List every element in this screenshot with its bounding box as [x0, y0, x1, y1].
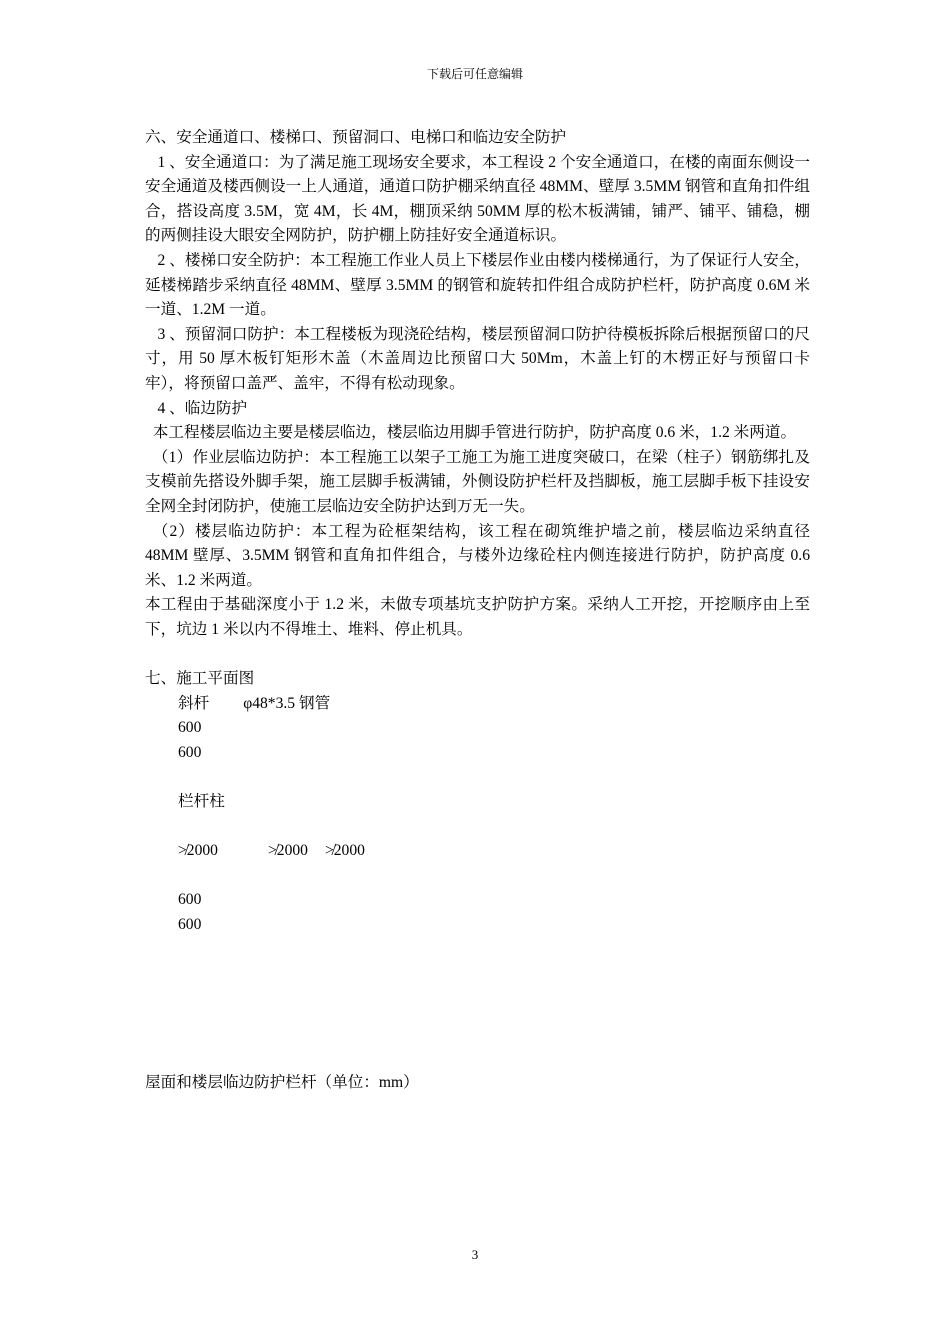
paragraph-foundation: 本工程由于基础深度小于 1.2 米，未做专项基坑支护防护方案。采纳人工开挖，开挖顺序由上至下，坑边 1 米以内不得堆土、堆料、停止机具。	[145, 596, 810, 638]
figure-row	[178, 888, 810, 913]
paragraph-safety-passage: 1 、安全通道口：为了满足施工现场安全要求，本工程设 2 个安全通道口，在楼的南面东侧设一安全通道及楼西侧设一上人通道，通道口防护棚采纳直径 48MM、壁厚 3.5MM 钢管和直角扣件组合，搭设高度 3.5M，宽 4M，长 4M，棚顶采纳 50MM 厚的松木板满铺，铺严、铺平、铺稳，棚的两侧挂设大眼安全网防护，防护棚上防挂好安全通道标识。	[145, 153, 810, 245]
dimension-label: 600	[178, 743, 202, 761]
figure-row	[178, 790, 810, 815]
label-pipe: φ48*3.5 钢管	[243, 694, 331, 712]
figure-row	[178, 839, 810, 864]
figure-caption: 屋面和楼层临边防护栏杆（单位：mm）	[145, 1074, 419, 1091]
dimension-label: ≯2000	[178, 842, 218, 860]
paragraph-edge-protection-title: 4 、临边防护	[157, 399, 248, 417]
figure-row	[178, 765, 810, 790]
label-post: 栏杆柱	[178, 793, 225, 811]
section-7-heading: 七、施工平面图	[145, 670, 255, 688]
dimension-label: 600	[178, 916, 202, 933]
paragraph-stair-protection: 2 、楼梯口安全防护：本工程施工作业人员上下楼层作业由楼内楼梯通行，为了保证行人安全，延楼梯踏步采纳直径 48MM、壁厚 3.5MM 的钢管和旋转扣件组合成防护栏杆，防护高度 0.6M 米一道、1.2M 一道。	[145, 251, 810, 319]
figure-row	[178, 692, 810, 717]
dimension-label: ≯2000	[267, 842, 308, 860]
figure-row	[178, 815, 810, 840]
label-diagonal: 斜杆	[178, 694, 210, 712]
figure-row	[178, 716, 810, 741]
dimension-label: 600	[178, 891, 202, 909]
railing-figure	[145, 692, 810, 938]
figure-row	[178, 741, 810, 766]
paragraph-edge-protection: 本工程楼层临边主要是楼层临边，楼层临边用脚手管进行防护，防护高度 0.6 米，1.2 米两道。	[152, 424, 797, 442]
dimension-label: 600	[178, 719, 202, 737]
page-header: 下载后可任意编辑	[426, 67, 523, 81]
dimension-label: ≯2000	[324, 842, 365, 860]
figure-row	[178, 864, 810, 889]
figure-row	[178, 913, 810, 938]
spacer	[145, 642, 810, 667]
paragraph-opening-protection: 3 、预留洞口防护：本工程楼板为现浇砼结构，楼层预留洞口防护待模板拆除后根据预留口的尺寸，用 50 厚木板钉矩形木盖（木盖周边比预留口大 50Mm，木盖上钉的木楞正好与预留口卡牢），将预留口盖严、盖牢，不得有松动现象。	[145, 325, 810, 392]
page-number: 3	[471, 1247, 479, 1262]
document-body	[145, 126, 810, 938]
section-6-heading: 六、安全通道口、楼梯口、预留洞口、电梯口和临边安全防护	[145, 129, 567, 146]
paragraph-work-layer-edge: （1）作业层临边防护：本工程施工以架子工施工为施工进度突破口，在梁（柱子）钢筋绑扎及支模前先搭设外脚手架，施工层脚手板满铺，外侧设防护栏杆及挡脚板，施工层脚手板下挂设安全网全封闭防护，使施工层临边安全防护达到万无一失。	[145, 448, 810, 515]
paragraph-floor-edge: （2）楼层临边防护：本工程为砼框架结构，该工程在砌筑维护墙之前，楼层临边采纳直径 48MM 壁厚、3.5MM 钢管和直角扣件组合，与楼外边缘砼柱内侧连接进行防护，防护高度 0.6 米、1.2 米两道。	[145, 522, 810, 589]
